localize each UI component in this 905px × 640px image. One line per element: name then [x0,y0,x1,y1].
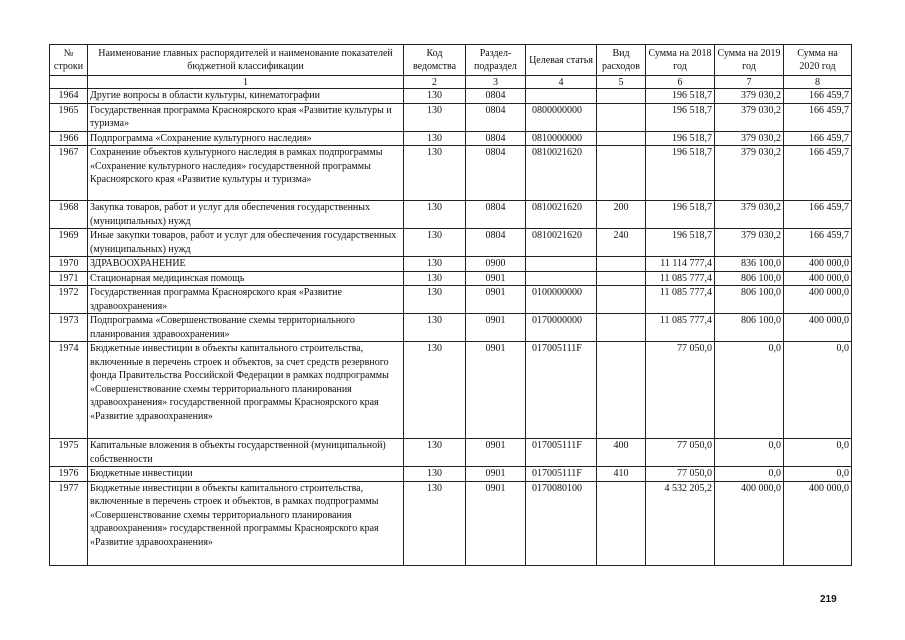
expense-type-cell: 240 [597,229,646,257]
table-row [50,467,852,482]
target-article-cell [526,89,597,104]
sum-2019-cell: 379 030,2 [715,229,784,257]
row-number-cell: 1968 [50,201,88,229]
sum-2018-cell: 77 050,0 [646,439,715,467]
table-row [50,146,852,201]
section-cell: 0901 [466,481,526,565]
section-cell: 0901 [466,314,526,342]
sum-2020-cell: 400 000,0 [784,257,852,272]
sum-2018-cell: 11 085 777,4 [646,271,715,286]
name-cell: Сохранение объектов культурного наследия в рамках подпрограммы «Сохранение культурного наследия» государственной программы Красноярского края «Развитие культуры и туризма» [88,146,404,201]
row-number-cell: 1966 [50,131,88,146]
row-number-cell: 1976 [50,467,88,482]
table-row [50,286,852,314]
department-code-cell: 130 [404,257,466,272]
row-number-cell: 1977 [50,481,88,565]
target-article-cell: 0170000000 [526,314,597,342]
sum-2020-cell: 166 459,7 [784,146,852,201]
section-cell: 0804 [466,229,526,257]
department-code-cell: 130 [404,146,466,201]
sum-2019-cell: 400 000,0 [715,481,784,565]
department-code-cell: 130 [404,89,466,104]
sum-2019-cell: 379 030,2 [715,89,784,104]
table-body [50,89,852,566]
column-number-cell: 5 [597,76,646,89]
header-cell-row-number: № строки [50,45,88,76]
header-cell-department-code: Код ведомства [404,45,466,76]
column-number-cell: 8 [784,76,852,89]
section-cell: 0901 [466,439,526,467]
column-number-cell: 7 [715,76,784,89]
section-cell: 0804 [466,131,526,146]
row-number-cell: 1974 [50,342,88,439]
section-cell: 0900 [466,257,526,272]
sum-2018-cell: 11 114 777,4 [646,257,715,272]
sum-2018-cell: 11 085 777,4 [646,286,715,314]
page-number: 219 [820,594,837,605]
expense-type-cell [597,146,646,201]
row-number-cell: 1970 [50,257,88,272]
name-cell: Закупка товаров, работ и услуг для обеспечения государственных (муниципальных) нужд [88,201,404,229]
sum-2018-cell: 11 085 777,4 [646,314,715,342]
sum-2019-cell: 379 030,2 [715,103,784,131]
sum-2019-cell: 0,0 [715,467,784,482]
sum-2020-cell: 0,0 [784,342,852,439]
name-cell: Бюджетные инвестиции [88,467,404,482]
header-cell-expense-type: Вид расходов [597,45,646,76]
table-row [50,314,852,342]
expense-type-cell [597,342,646,439]
department-code-cell: 130 [404,439,466,467]
name-cell: Другие вопросы в области культуры, кинематографии [88,89,404,104]
table-row [50,131,852,146]
sum-2020-cell: 0,0 [784,439,852,467]
sum-2020-cell: 166 459,7 [784,89,852,104]
expense-type-cell [597,314,646,342]
budget-table [49,44,852,566]
table-row [50,229,852,257]
sum-2020-cell: 400 000,0 [784,481,852,565]
sum-2020-cell: 166 459,7 [784,131,852,146]
sum-2019-cell: 0,0 [715,342,784,439]
department-code-cell: 130 [404,286,466,314]
sum-2020-cell: 400 000,0 [784,271,852,286]
sum-2019-cell: 0,0 [715,439,784,467]
name-cell: Капитальные вложения в объекты государственной (муниципальной) собственности [88,439,404,467]
row-number-cell: 1964 [50,89,88,104]
target-article-cell: 0810021620 [526,229,597,257]
section-cell: 0804 [466,146,526,201]
department-code-cell: 130 [404,229,466,257]
header-cell-sum-2018: Сумма на 2018 год [646,45,715,76]
row-number-cell: 1969 [50,229,88,257]
sum-2018-cell: 196 518,7 [646,229,715,257]
sum-2018-cell: 4 532 205,2 [646,481,715,565]
section-cell: 0804 [466,201,526,229]
sum-2018-cell: 77 050,0 [646,467,715,482]
table-row [50,89,852,104]
name-cell: Государственная программа Красноярского края «Развитие здравоохранения» [88,286,404,314]
section-cell: 0804 [466,103,526,131]
sum-2020-cell: 166 459,7 [784,229,852,257]
column-number-cell: 6 [646,76,715,89]
header-cell-sum-2020: Сумма на 2020 год [784,45,852,76]
target-article-cell: 0170080100 [526,481,597,565]
sum-2018-cell: 77 050,0 [646,342,715,439]
department-code-cell: 130 [404,342,466,439]
expense-type-cell [597,481,646,565]
expense-type-cell: 400 [597,439,646,467]
sum-2020-cell: 166 459,7 [784,201,852,229]
sum-2019-cell: 806 100,0 [715,286,784,314]
department-code-cell: 130 [404,467,466,482]
sum-2019-cell: 379 030,2 [715,146,784,201]
target-article-cell: 0100000000 [526,286,597,314]
expense-type-cell [597,89,646,104]
expense-type-cell: 410 [597,467,646,482]
column-number-cell: 2 [404,76,466,89]
expense-type-cell: 200 [597,201,646,229]
sum-2018-cell: 196 518,7 [646,89,715,104]
row-number-cell: 1973 [50,314,88,342]
table-row [50,439,852,467]
expense-type-cell [597,271,646,286]
header-row [50,45,852,76]
sum-2019-cell: 379 030,2 [715,131,784,146]
column-number-cell [50,76,88,89]
row-number-cell: 1965 [50,103,88,131]
row-number-cell: 1975 [50,439,88,467]
expense-type-cell [597,257,646,272]
department-code-cell: 130 [404,201,466,229]
sum-2019-cell: 836 100,0 [715,257,784,272]
sum-2019-cell: 379 030,2 [715,201,784,229]
column-number-cell: 1 [88,76,404,89]
table-row [50,481,852,565]
name-cell: Подпрограмма «Сохранение культурного наследия» [88,131,404,146]
department-code-cell: 130 [404,271,466,286]
department-code-cell: 130 [404,314,466,342]
sum-2018-cell: 196 518,7 [646,103,715,131]
section-cell: 0901 [466,467,526,482]
department-code-cell: 130 [404,131,466,146]
sum-2018-cell: 196 518,7 [646,146,715,201]
table-row [50,103,852,131]
section-cell: 0901 [466,271,526,286]
header-cell-target-article: Целевая статья [526,45,597,76]
target-article-cell: 0810021620 [526,201,597,229]
row-number-cell: 1971 [50,271,88,286]
name-cell: ЗДРАВООХРАНЕНИЕ [88,257,404,272]
name-cell: Бюджетные инвестиции в объекты капитального строительства, включенные в перечень строек и объектов, за счет средств резервного фонда Правительства Российской Федерации в рамках подпрограммы «Совершенствование схемы территориального планирования здравоохранения» государственной программы Красноярского края «Развитие здравоохранения» [88,342,404,439]
column-number-cell: 3 [466,76,526,89]
column-number-cell: 4 [526,76,597,89]
target-article-cell: 017005111F [526,439,597,467]
header-cell-section: Раздел-подраздел [466,45,526,76]
sum-2018-cell: 196 518,7 [646,201,715,229]
target-article-cell: 0810021620 [526,146,597,201]
target-article-cell: 017005111F [526,342,597,439]
expense-type-cell [597,131,646,146]
header-cell-name: Наименование главных распорядителей и наименование показателей бюджетной классификации [88,45,404,76]
sum-2020-cell: 0,0 [784,467,852,482]
sum-2019-cell: 806 100,0 [715,271,784,286]
column-number-row [50,76,852,89]
table-row [50,257,852,272]
row-number-cell: 1967 [50,146,88,201]
target-article-cell [526,271,597,286]
name-cell: Государственная программа Красноярского края «Развитие культуры и туризма» [88,103,404,131]
sum-2020-cell: 166 459,7 [784,103,852,131]
row-number-cell: 1972 [50,286,88,314]
sum-2019-cell: 806 100,0 [715,314,784,342]
name-cell: Иные закупки товаров, работ и услуг для обеспечения государственных (муниципальных) нужд [88,229,404,257]
expense-type-cell [597,286,646,314]
sum-2018-cell: 196 518,7 [646,131,715,146]
sum-2020-cell: 400 000,0 [784,286,852,314]
name-cell: Подпрограмма «Совершенствование схемы территориального планирования здравоохранения» [88,314,404,342]
target-article-cell: 017005111F [526,467,597,482]
target-article-cell: 0810000000 [526,131,597,146]
table-row [50,271,852,286]
department-code-cell: 130 [404,103,466,131]
target-article-cell [526,257,597,272]
target-article-cell: 0800000000 [526,103,597,131]
expense-type-cell [597,103,646,131]
name-cell: Стационарная медицинская помощь [88,271,404,286]
table-row [50,201,852,229]
section-cell: 0901 [466,342,526,439]
table-row [50,342,852,439]
section-cell: 0901 [466,286,526,314]
sum-2020-cell: 400 000,0 [784,314,852,342]
name-cell: Бюджетные инвестиции в объекты капитального строительства, включенные в перечень строек и объектов, в рамках подпрограммы «Совершенствование схемы территориального планирования здравоохранения» государственной программы Красноярского края «Развитие здравоохранения» [88,481,404,565]
section-cell: 0804 [466,89,526,104]
department-code-cell: 130 [404,481,466,565]
header-cell-sum-2019: Сумма на 2019 год [715,45,784,76]
